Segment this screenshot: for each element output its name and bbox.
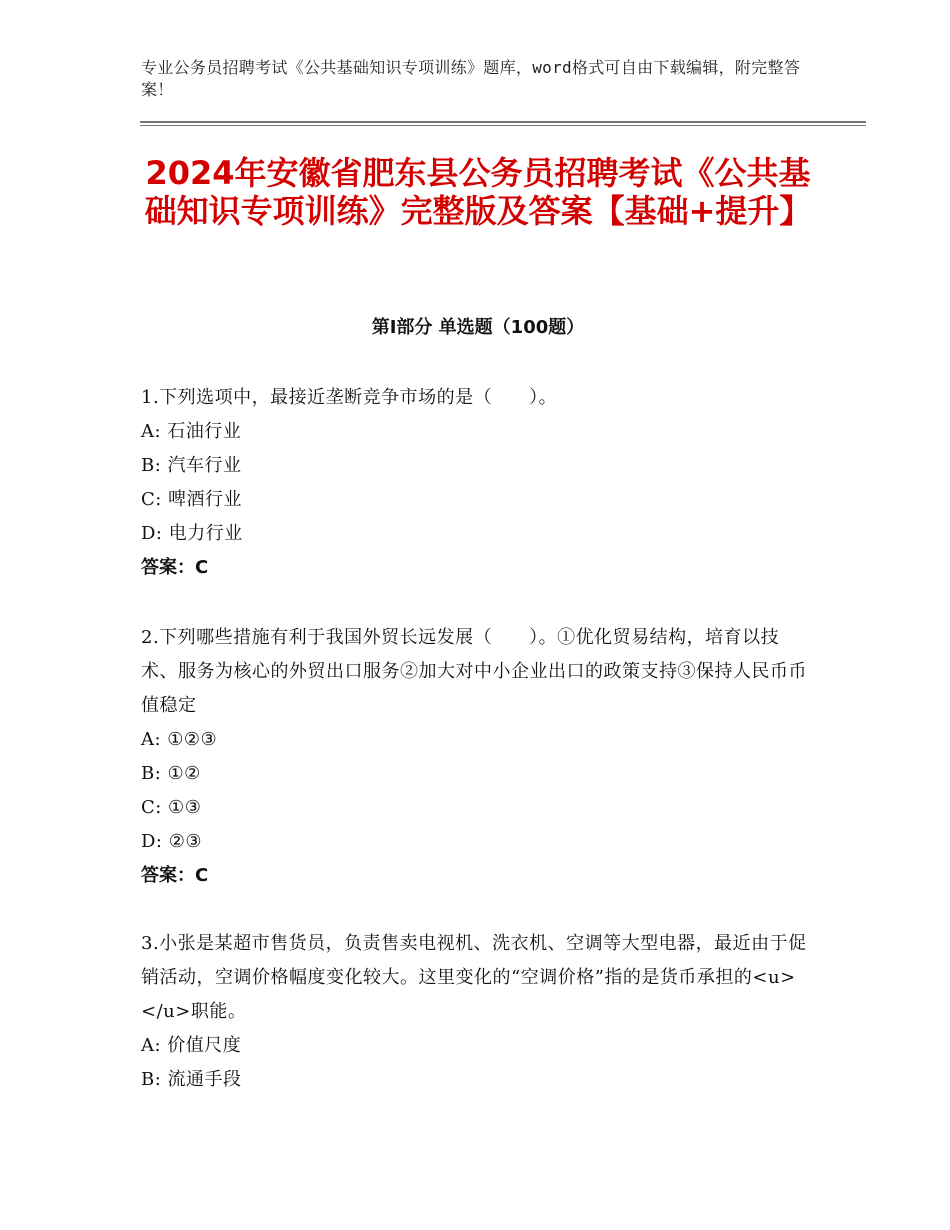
section-heading: 第Ⅰ部分 单选题（100题） xyxy=(371,317,585,338)
question-1 xyxy=(141,381,811,585)
option-b: B: 汽车行业 xyxy=(141,455,242,476)
question-stem: 1.下列选项中，最接近垄断竞争市场的是（ ）。 xyxy=(141,387,558,408)
question-3 xyxy=(141,927,889,1097)
question-stem: 3.小张是某超市售货员，负责售卖电视机、洗衣机、空调等大型电器，最近由于促销活动，空调价格幅度变化较大。这里变化的“空调价格”指的是货币承担的<u> </u>职能。 xyxy=(141,933,889,1022)
answer: 答案：C xyxy=(141,865,209,886)
header-divider-thin xyxy=(140,125,866,126)
option-c: C: 啤酒行业 xyxy=(141,489,243,510)
header-divider xyxy=(140,121,866,123)
question-stem: 2.下列哪些措施有利于我国外贸长远发展（ ）。①优化贸易结构，培育以技术、服务为核心的外贸出口服务②加大对中小企业出口的政策支持③保持人民币币值稳定 xyxy=(141,627,807,716)
option-a: A: 价值尺度 xyxy=(141,1035,242,1056)
option-d: D: 电力行业 xyxy=(141,523,243,544)
option-b: B: 流通手段 xyxy=(141,1069,242,1090)
option-b: B: ①② xyxy=(141,763,201,784)
option-a: A: 石油行业 xyxy=(141,421,242,442)
option-d: D: ②③ xyxy=(141,831,202,852)
header-note: 专业公务员招聘考试《公共基础知识专项训练》题库，word格式可自由下载编辑，附完整答案！ xyxy=(141,58,801,99)
option-a: A: ①②③ xyxy=(141,729,218,750)
answer: 答案：C xyxy=(141,557,209,578)
question-2 xyxy=(141,621,811,893)
document-title: 2024年安徽省肥东县公务员招聘考试《公共基础知识专项训练》完整版及答案【基础+提升】 xyxy=(144,154,812,230)
option-c: C: ①③ xyxy=(141,797,202,818)
